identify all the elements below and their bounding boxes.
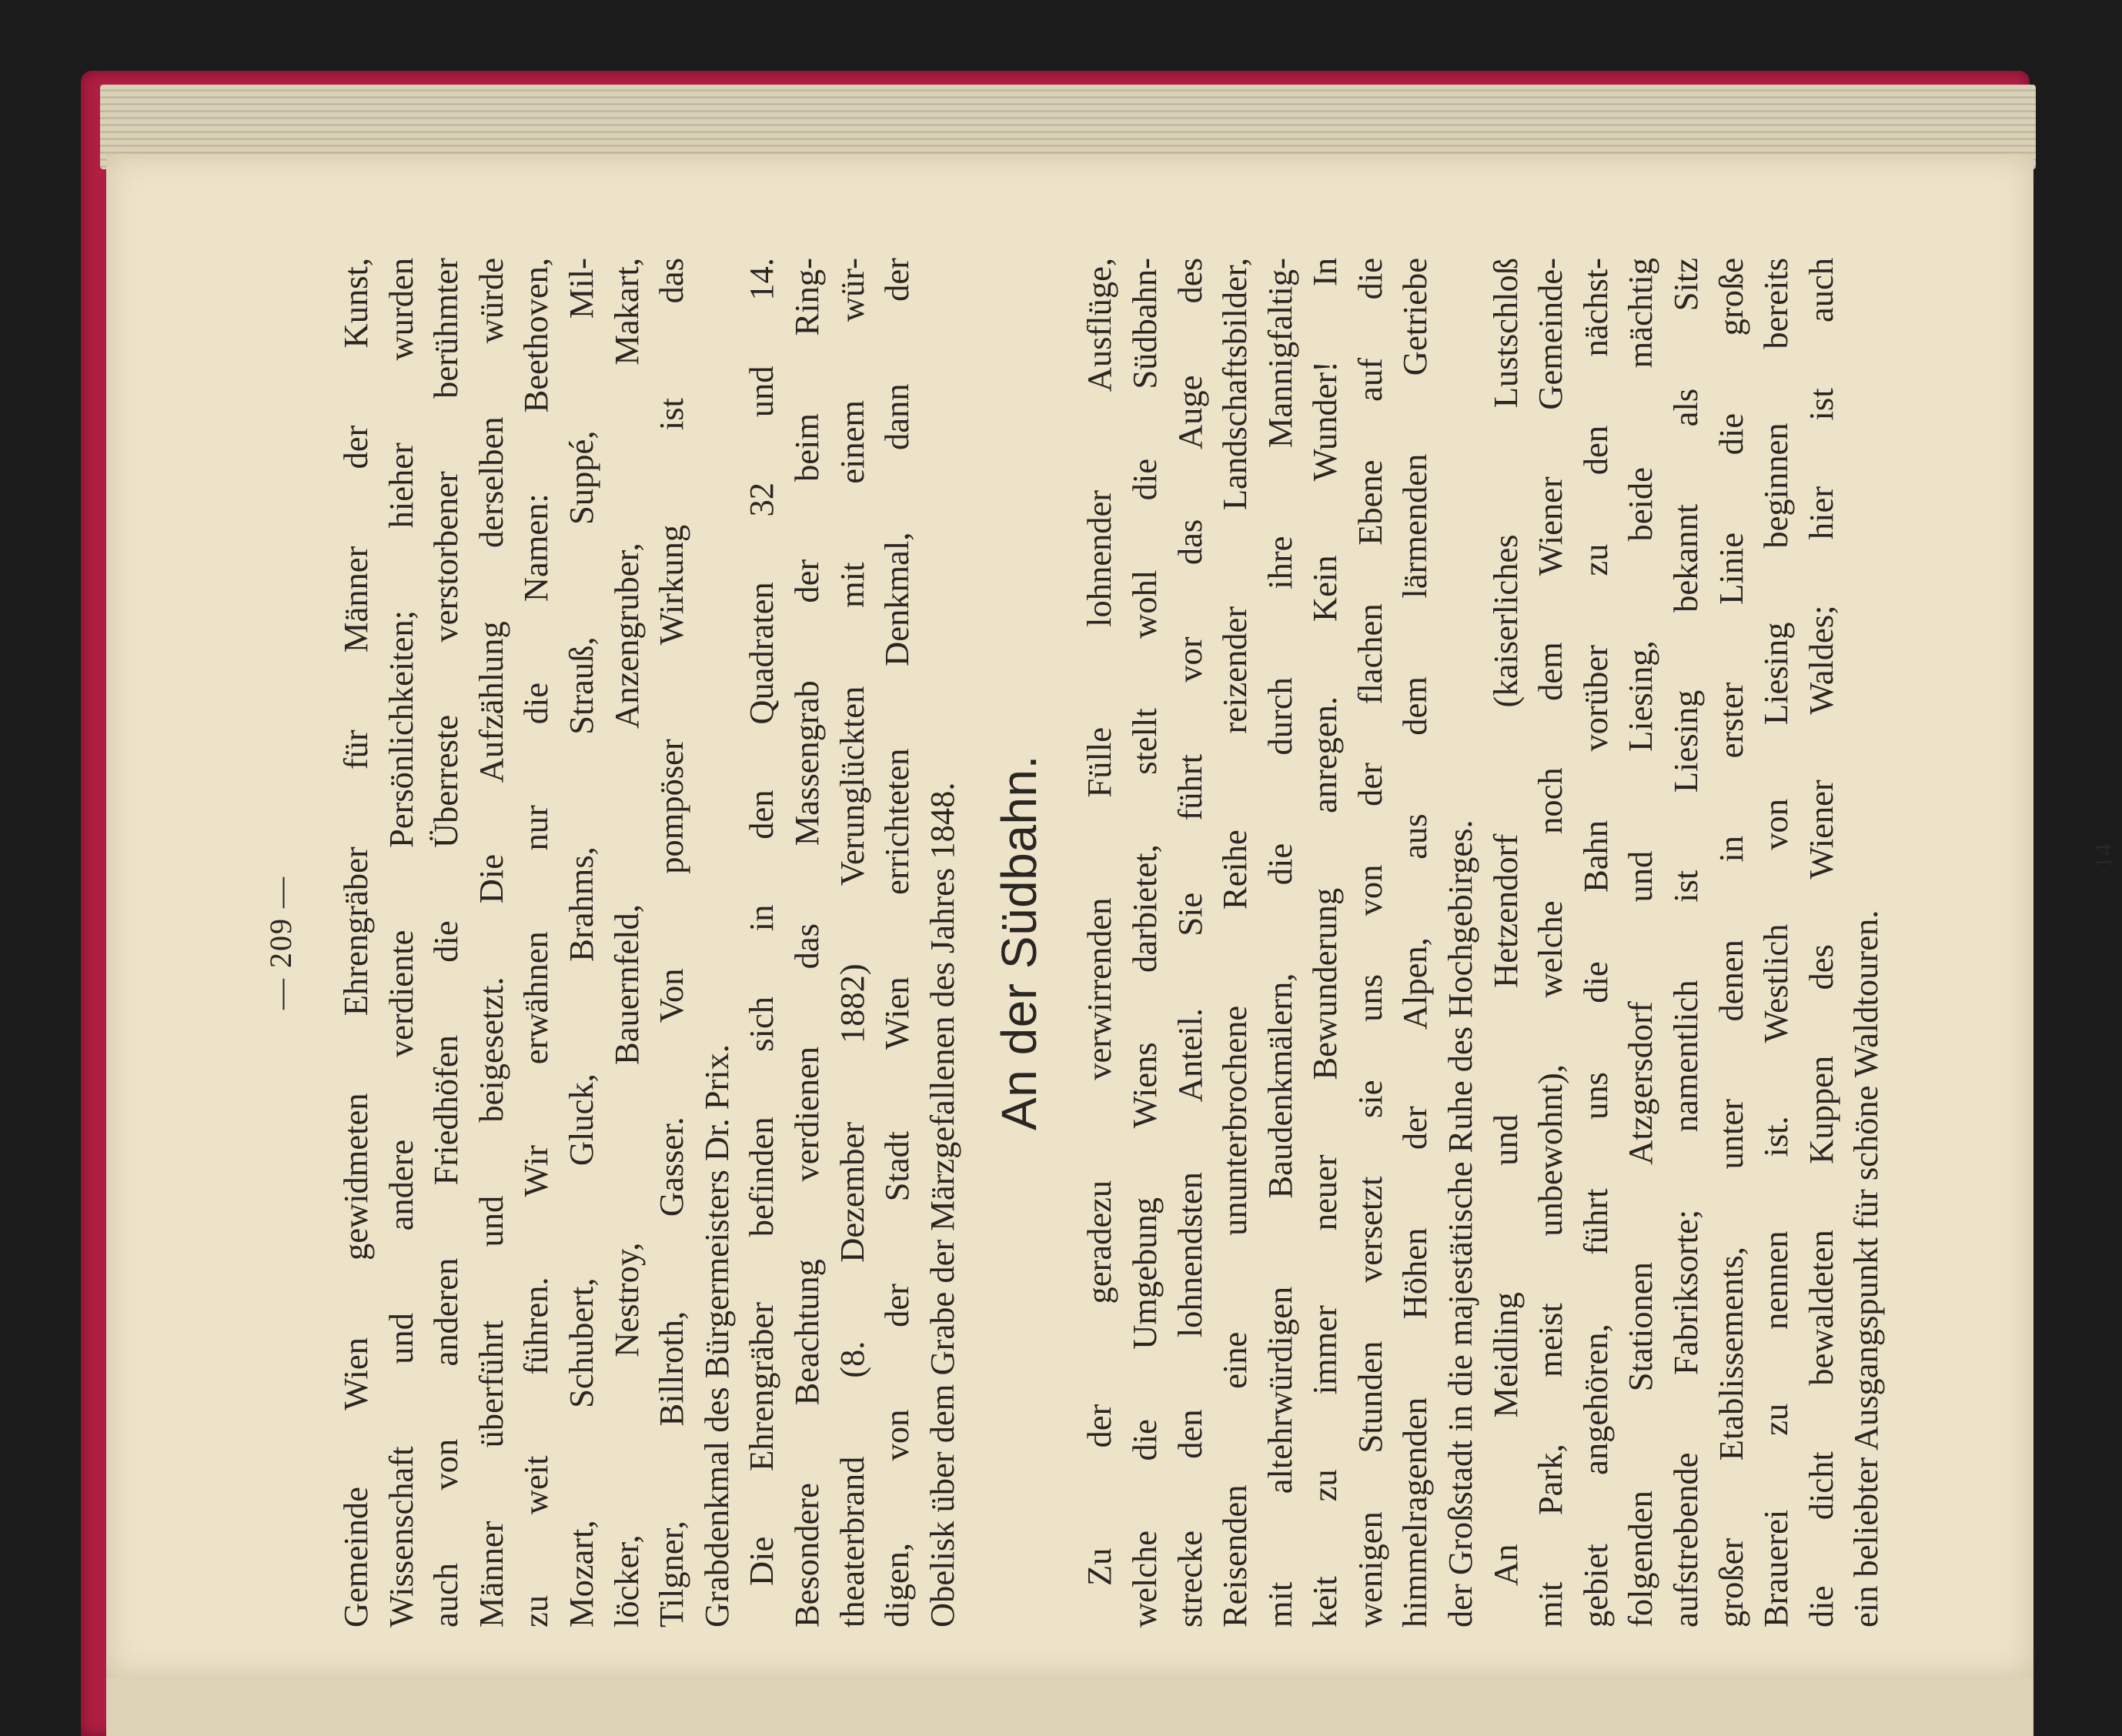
- text-line: Reisenden eine ununterbrochene Reihe reizender Landschaftsbilder,: [1215, 258, 1255, 1627]
- section-heading: An der Südbahn.: [991, 755, 1048, 1130]
- text-line: Wissenschaft und andere verdiente Persönlichkeiten; hieher wurden: [381, 258, 420, 1627]
- paragraph: [333, 258, 739, 1627]
- lower-page-edge: [106, 1670, 2033, 1736]
- text-line: strecke den lohnendsten Anteil. Sie führt vor das Auge des: [1170, 258, 1209, 1627]
- paragraph: [1483, 258, 1889, 1627]
- text-line: Mozart, Schubert, Gluck, Brahms, Strauß, Suppé, Mil-: [561, 258, 600, 1627]
- text-line: mit Park, meist unbewohnt), welche noch dem Wiener Gemeinde-: [1531, 258, 1570, 1627]
- text-line: Die Ehrengräber befinden sich in den Quadraten 32 und 14.: [742, 258, 781, 1586]
- text-line: Männer überführt und beigesetzt. Die Aufzählung derselben würde: [471, 258, 510, 1627]
- text-line: digen, von der Stadt Wien errichteten Denkmal, dann der: [877, 258, 917, 1627]
- page-number: — 209 —: [263, 876, 298, 1010]
- text-line: die dicht bewaldeten Kuppen des Wiener Waldes; hier ist auch: [1801, 258, 1840, 1627]
- text-line: aufstrebende Fabriksorte; namentlich ist Liesing bekannt als Sitz: [1666, 258, 1706, 1627]
- text-line: Obelisk über dem Grabe der Märzgefallenen des Jahres 1848.: [922, 782, 961, 1627]
- text-line: Gemeinde Wien gewidmeten Ehrengräber für Männer der Kunst,: [336, 258, 375, 1627]
- text-line: gebiet angehören, führt uns die Bahn vorüber zu den nächst-: [1576, 258, 1615, 1627]
- text-line: theaterbrand (8. Dezember 1882) Verunglückten mit einem wür-: [832, 258, 871, 1627]
- text-line: wenigen Stunden versetzt sie uns von der flachen Ebene auf die: [1350, 258, 1389, 1627]
- text-line: mit altehrwürdigen Baudenkmälern, die durch ihre Mannigfaltig-: [1260, 258, 1299, 1627]
- text-line: löcker, Nestroy, Bauernfeld, Anzengruber, Makart,: [607, 258, 646, 1627]
- text-line: zu weit führen. Wir erwähnen nur die Namen: Beethoven,: [516, 258, 556, 1627]
- text-line: der Großstadt in die majestätische Ruhe des Hochgebirges.: [1441, 820, 1480, 1627]
- text-line: folgenden Stationen Atzgersdorf und Liesing, beide mächtig: [1621, 258, 1660, 1627]
- text-line: ein beliebter Ausgangspunkt für schöne Waldtouren.: [1846, 910, 1886, 1627]
- page-text-frame: [258, 258, 2117, 1627]
- text-line: Brauerei zu nennen ist. Westlich von Liesing beginnen bereits: [1756, 258, 1796, 1627]
- text-line: Zu der geradezu verwirrenden Fülle lohnender Ausflüge,: [1080, 258, 1119, 1586]
- text-line: Tilgner, Billroth, Gasser. Von pompöser Wirkung ist das: [652, 258, 691, 1627]
- paragraph: [1077, 258, 1482, 1627]
- text-line: Grabdenkmal des Bürgermeisters Dr. Prix.: [697, 1044, 736, 1627]
- text-line: welche die Umgebung Wiens darbietet, stellt wohl die Südbahn-: [1124, 258, 1164, 1627]
- paragraph: [739, 258, 964, 1627]
- text-line: An Meidling und Hetzendorf (kaiserliches Lustschloß: [1485, 258, 1525, 1586]
- text-line: Besondere Beachtung verdienen das Massengrab der beim Ring-: [787, 258, 826, 1627]
- signature-mark: 14: [2089, 843, 2117, 869]
- text-line: auch von anderen Friedhöfen die Überreste verstorbener berühmter: [426, 258, 466, 1627]
- text-line: himmelragenden Höhen der Alpen, aus dem lärmenden Getriebe: [1395, 258, 1435, 1627]
- page-body: [333, 258, 1889, 1627]
- text-line: keit zu immer neuer Bewunderung anregen. Kein Wunder! In: [1305, 258, 1345, 1627]
- text-line: großer Etablissements, unter denen in erster Linie die große: [1711, 258, 1750, 1627]
